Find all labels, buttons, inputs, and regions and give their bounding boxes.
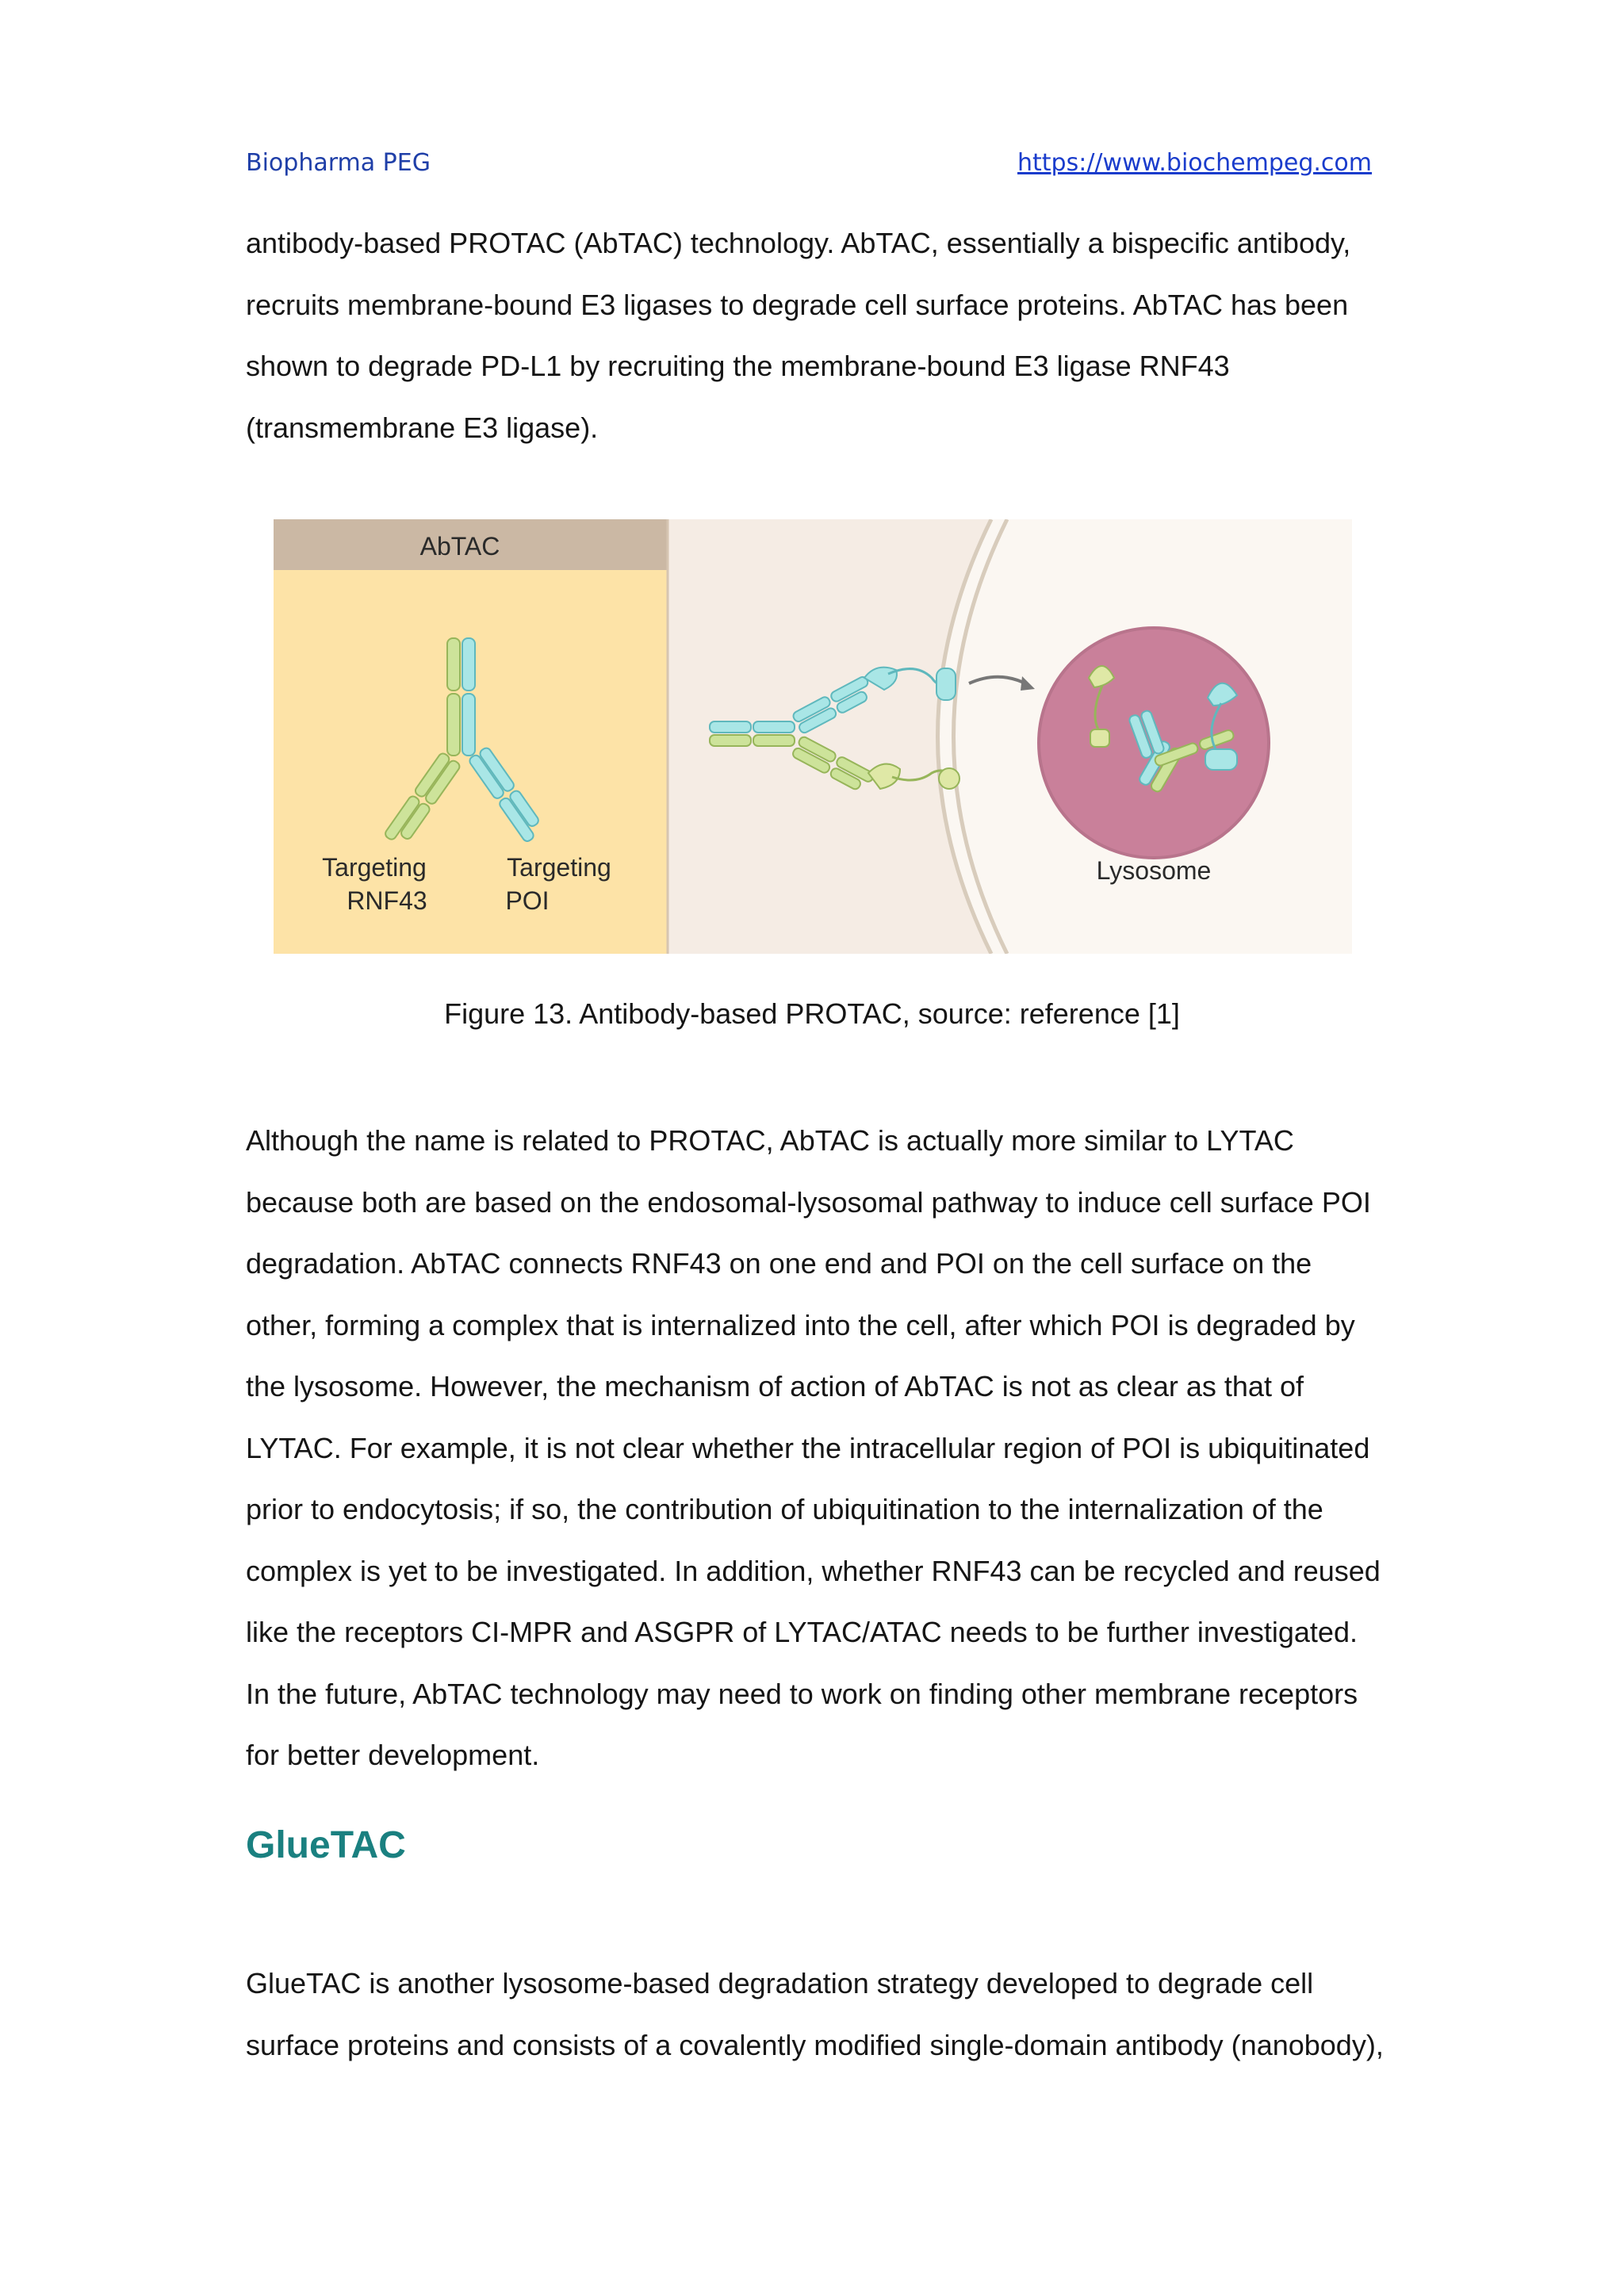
text-line: In the future, AbTAC technology may need to work on finding other membrane receptors [246, 1677, 1358, 1710]
label-targeting-rnf43-line2: RNF43 [347, 886, 427, 915]
abtac-panel-title: AbTAC [419, 532, 500, 561]
header-url-link[interactable]: https://www.biochempeg.com [1017, 149, 1372, 177]
paragraph-gluetac-intro [246, 1953, 1396, 2076]
label-targeting-poi-line2: POI [505, 886, 550, 915]
text-line: LYTAC. For example, it is not clear whether the intracellular region of POI is ubiquitinated [246, 1431, 1370, 1464]
text-line: degradation. AbTAC connects RNF43 on one end and POI on the cell surface on the [246, 1247, 1312, 1280]
text-line: complex is yet to be investigated. In addition, whether RNF43 can be recycled and reused [246, 1554, 1381, 1587]
text-line: (transmembrane E3 ligase). [246, 411, 599, 444]
text-line: the lysosome. However, the mechanism of action of AbTAC is not as clear as that of [246, 1370, 1304, 1402]
label-targeting-poi-line1: Targeting [507, 853, 611, 882]
text-line: other, forming a complex that is internalized into the cell, after which POI is degraded by [246, 1308, 1355, 1341]
paragraph-abtac-intro [246, 212, 1396, 458]
text-line: like the receptors CI-MPR and ASGPR of LYTAC/ATAC needs to be further investigated. [246, 1616, 1358, 1648]
paragraph-abtac-discussion [246, 1110, 1396, 1786]
section-heading-gluetac: GlueTAC [246, 1824, 406, 1866]
figure-caption: Figure 13. Antibody-based PROTAC, source: reference [1] [444, 997, 1180, 1030]
figure-abtac-diagram [274, 519, 1352, 954]
text-line: Although the name is related to PROTAC, AbTAC is actually more similar to LYTAC [246, 1124, 1294, 1157]
text-line: for better development. [246, 1739, 540, 1771]
text-line: GlueTAC is another lysosome-based degradation strategy developed to degrade cell [246, 1967, 1314, 1999]
text-line: prior to endocytosis; if so, the contribution of ubiquitination to the internalization of the [246, 1493, 1323, 1525]
text-line: shown to degrade PD-L1 by recruiting the membrane-bound E3 ligase RNF43 [246, 350, 1230, 382]
text-line: surface proteins and consists of a covalently modified single-domain antibody (nanobody), [246, 2028, 1384, 2061]
text-line: recruits membrane-bound E3 ligases to degrade cell surface proteins. AbTAC has been [246, 288, 1349, 321]
label-targeting-rnf43-line1: Targeting [322, 853, 427, 882]
header-brand: Biopharma PEG [246, 149, 431, 177]
text-line: antibody-based PROTAC (AbTAC) technology. AbTAC, essentially a bispecific antibody, [246, 227, 1351, 259]
text-line: because both are based on the endosomal-lysosomal pathway to induce cell surface POI [246, 1185, 1371, 1219]
lysosome-label: Lysosome [1096, 856, 1212, 885]
